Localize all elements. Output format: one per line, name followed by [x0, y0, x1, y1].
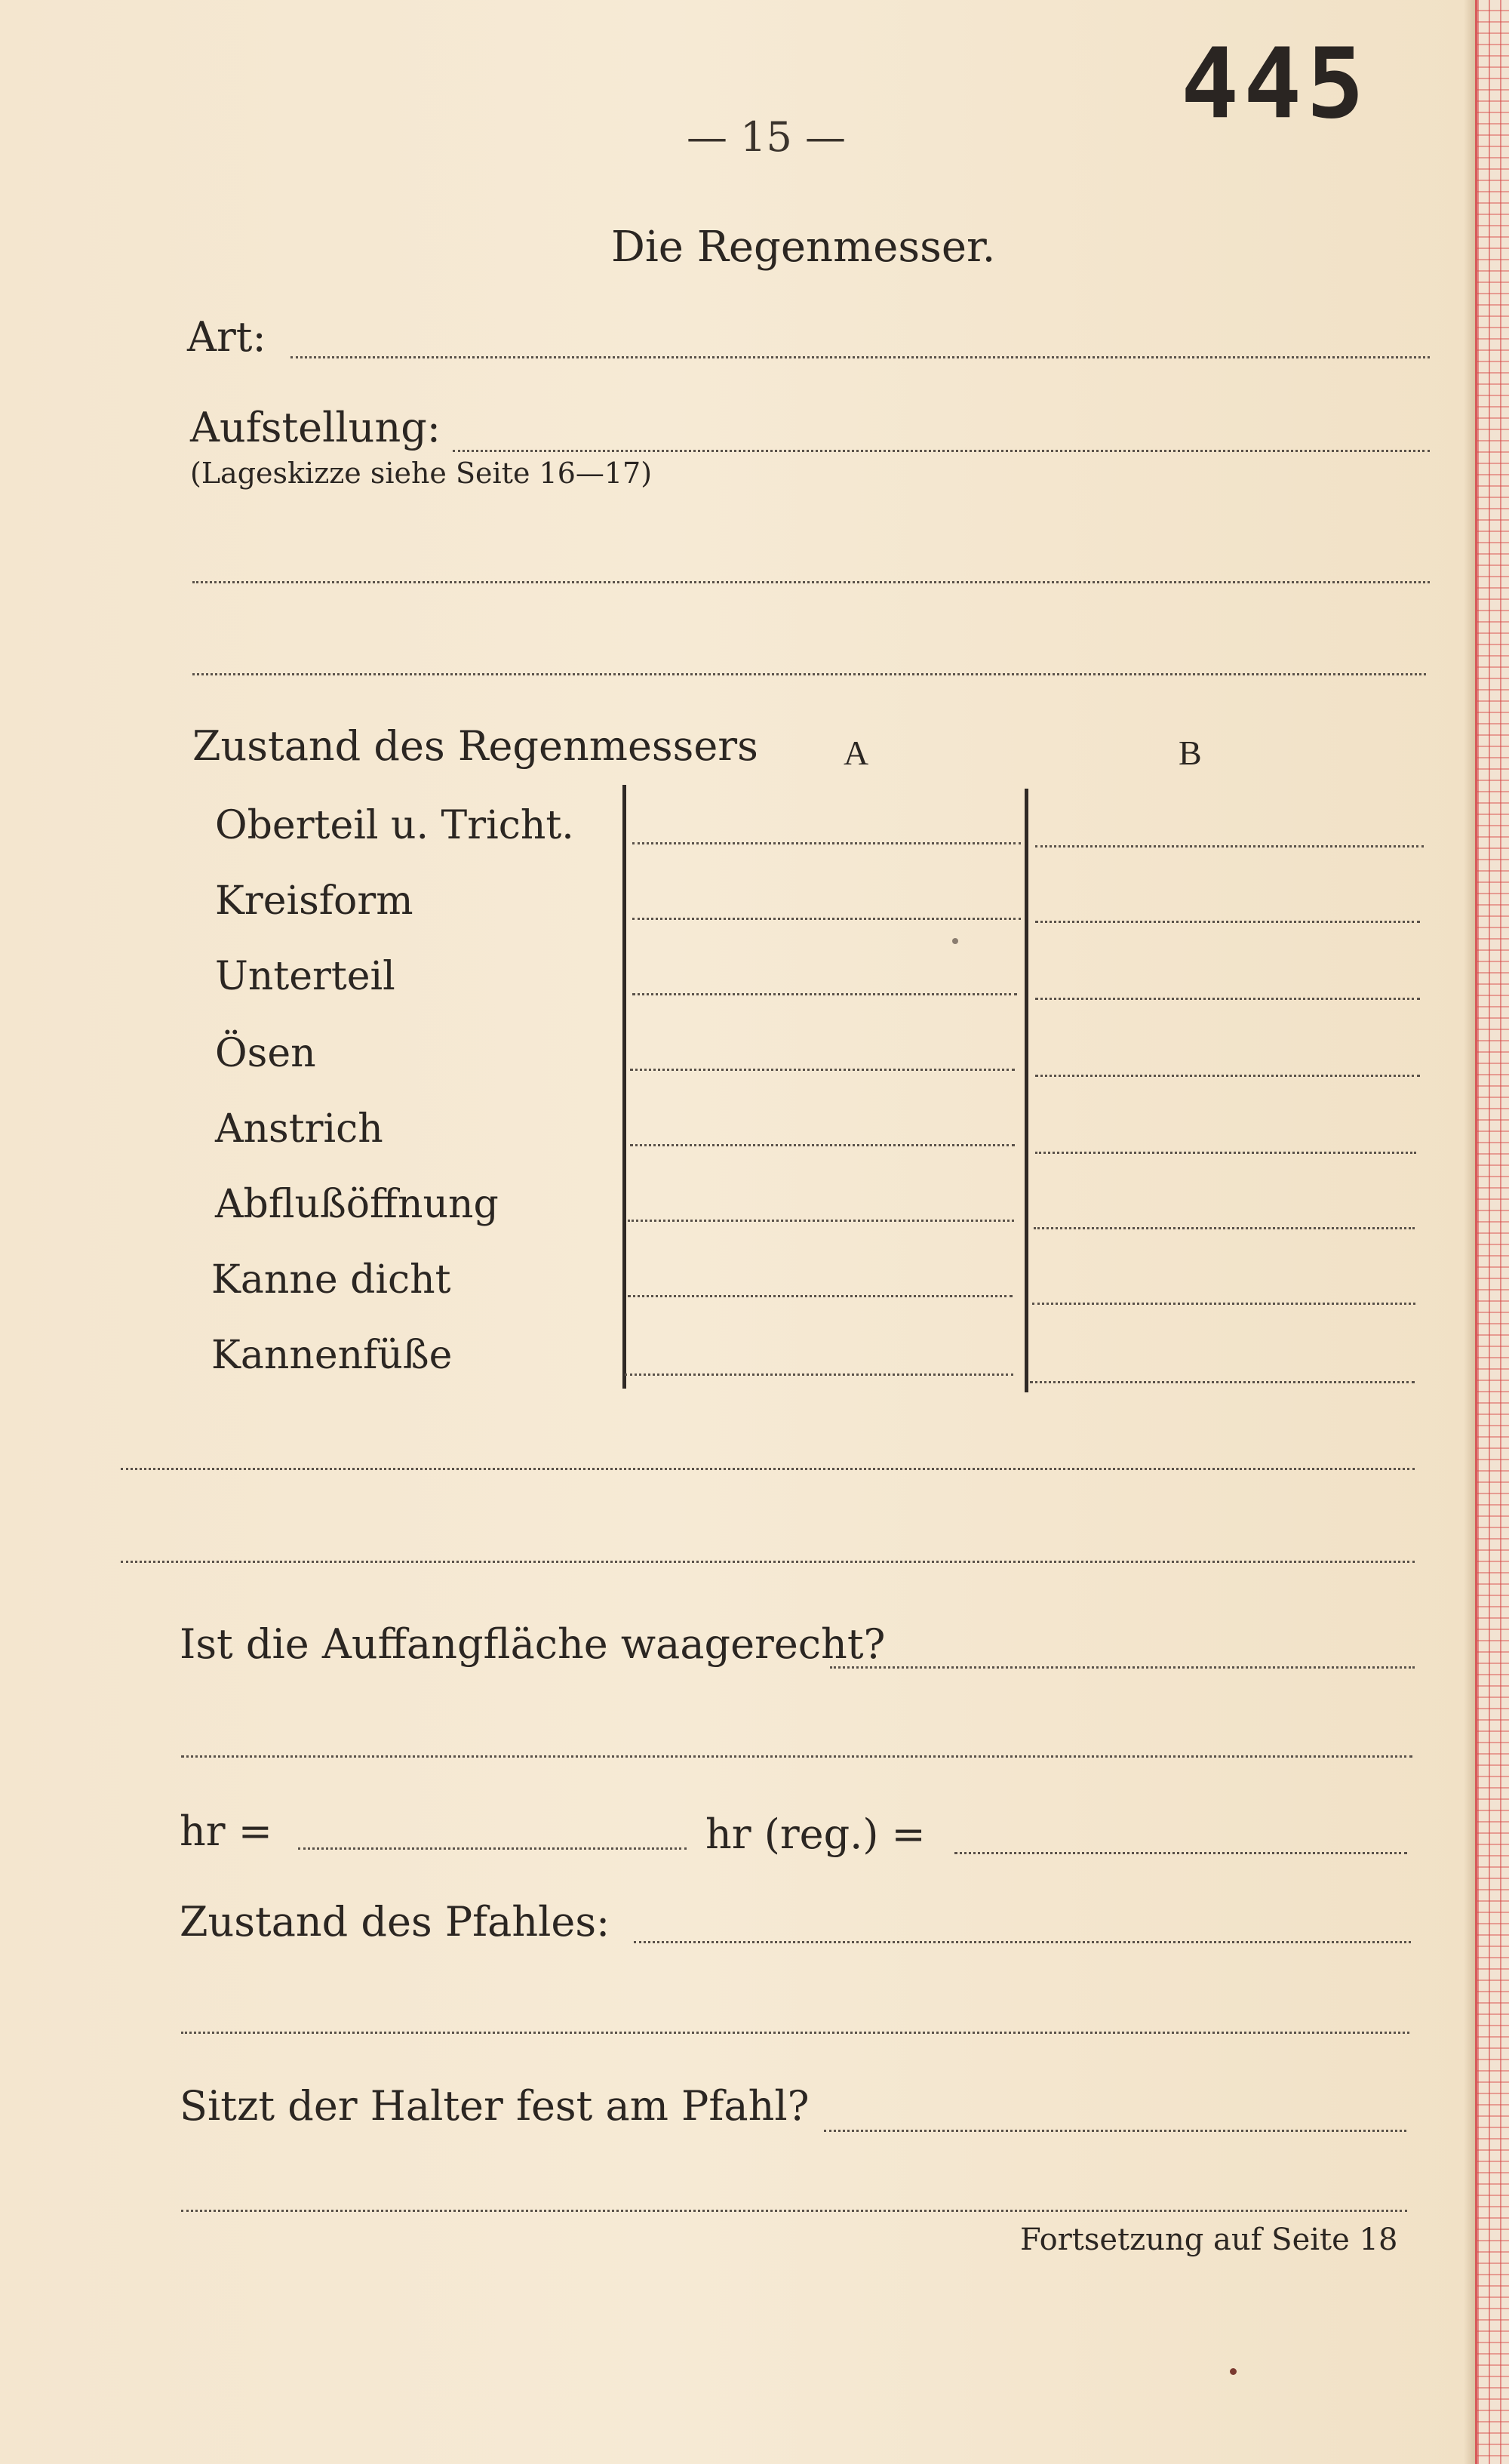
paper-speck — [1230, 2368, 1237, 2375]
hr-reg-field[interactable] — [954, 1852, 1407, 1854]
row-label-unterteil: Unterteil — [215, 954, 395, 999]
auffangflaeche-label: Ist die Auffangfläche waagerecht? — [180, 1620, 886, 1668]
halter-label: Sitzt der Halter fest am Pfahl? — [180, 2082, 810, 2130]
aufstellung-field[interactable] — [453, 450, 1430, 452]
halter-field[interactable] — [824, 2130, 1406, 2132]
page-number: — 15 — — [687, 113, 847, 161]
aufstellung-label: Aufstellung: — [190, 404, 441, 451]
pfahl-zustand-line-2[interactable] — [181, 2032, 1409, 2034]
aufstellung-line-3[interactable] — [192, 673, 1426, 675]
column-divider-a — [622, 785, 626, 1389]
cell-b-kannenfuesse[interactable] — [1030, 1381, 1415, 1383]
cell-b-oesen[interactable] — [1035, 1075, 1420, 1077]
column-divider-b — [1025, 789, 1028, 1392]
cell-b-oberteil[interactable] — [1035, 845, 1424, 847]
page-title: Die Regenmesser. — [611, 223, 996, 272]
pfahl-zustand-label: Zustand des Pfahles: — [180, 1898, 610, 1946]
aufstellung-line-2[interactable] — [192, 581, 1430, 583]
stamp-number: 445 — [1181, 28, 1369, 140]
continuation-note: Fortsetzung auf Seite 18 — [1020, 2223, 1398, 2257]
cell-b-kanne-dicht[interactable] — [1032, 1303, 1415, 1305]
hr-field[interactable] — [298, 1847, 687, 1850]
auffangflaeche-field[interactable] — [830, 1666, 1415, 1669]
row-label-oesen: Ösen — [215, 1031, 316, 1076]
table-title: Zustand des Regenmessers — [192, 722, 758, 770]
row-label-kanne-dicht: Kanne dicht — [211, 1257, 451, 1303]
cell-a-anstrich[interactable] — [630, 1144, 1015, 1146]
aufstellung-note: (Lageskizze siehe Seite 16—17) — [190, 457, 653, 490]
halter-line-2[interactable] — [181, 2210, 1407, 2212]
cell-a-oberteil[interactable] — [632, 842, 1021, 844]
art-label: Art: — [187, 313, 266, 361]
hr-reg-label: hr (reg.) = — [705, 1810, 926, 1858]
cell-b-anstrich[interactable] — [1035, 1152, 1416, 1154]
column-header-a: A — [844, 734, 869, 772]
column-header-b: B — [1179, 734, 1202, 772]
remarks-line-2[interactable] — [121, 1561, 1415, 1563]
cell-a-kanne-dicht[interactable] — [628, 1295, 1013, 1297]
cell-a-kannenfuesse[interactable] — [625, 1374, 1013, 1376]
row-label-kreisform: Kreisform — [215, 878, 413, 924]
cell-b-unterteil[interactable] — [1035, 998, 1420, 1000]
pfahl-zustand-field[interactable] — [634, 1941, 1411, 1943]
row-label-anstrich: Anstrich — [215, 1106, 383, 1152]
cell-a-unterteil[interactable] — [632, 993, 1017, 995]
cell-a-kreisform[interactable] — [632, 918, 1021, 920]
cell-b-kreisform[interactable] — [1035, 921, 1420, 923]
row-label-abflussoeffnung: Abflußöffnung — [215, 1182, 499, 1227]
page-edge-shadow — [1464, 0, 1475, 2464]
art-field[interactable] — [290, 356, 1430, 358]
cell-b-abflussoeffnung[interactable] — [1034, 1227, 1415, 1229]
cell-a-abflussoeffnung[interactable] — [628, 1220, 1014, 1222]
graph-paper-strip — [1475, 0, 1509, 2464]
hr-label: hr = — [180, 1807, 273, 1855]
row-label-kannenfuesse: Kannenfüße — [211, 1333, 453, 1378]
cell-a-oesen[interactable] — [630, 1069, 1015, 1071]
auffangflaeche-line-2[interactable] — [181, 1755, 1412, 1758]
paper-speck — [952, 938, 958, 944]
row-label-oberteil: Oberteil u. Tricht. — [215, 803, 574, 848]
remarks-line-1[interactable] — [121, 1468, 1415, 1470]
